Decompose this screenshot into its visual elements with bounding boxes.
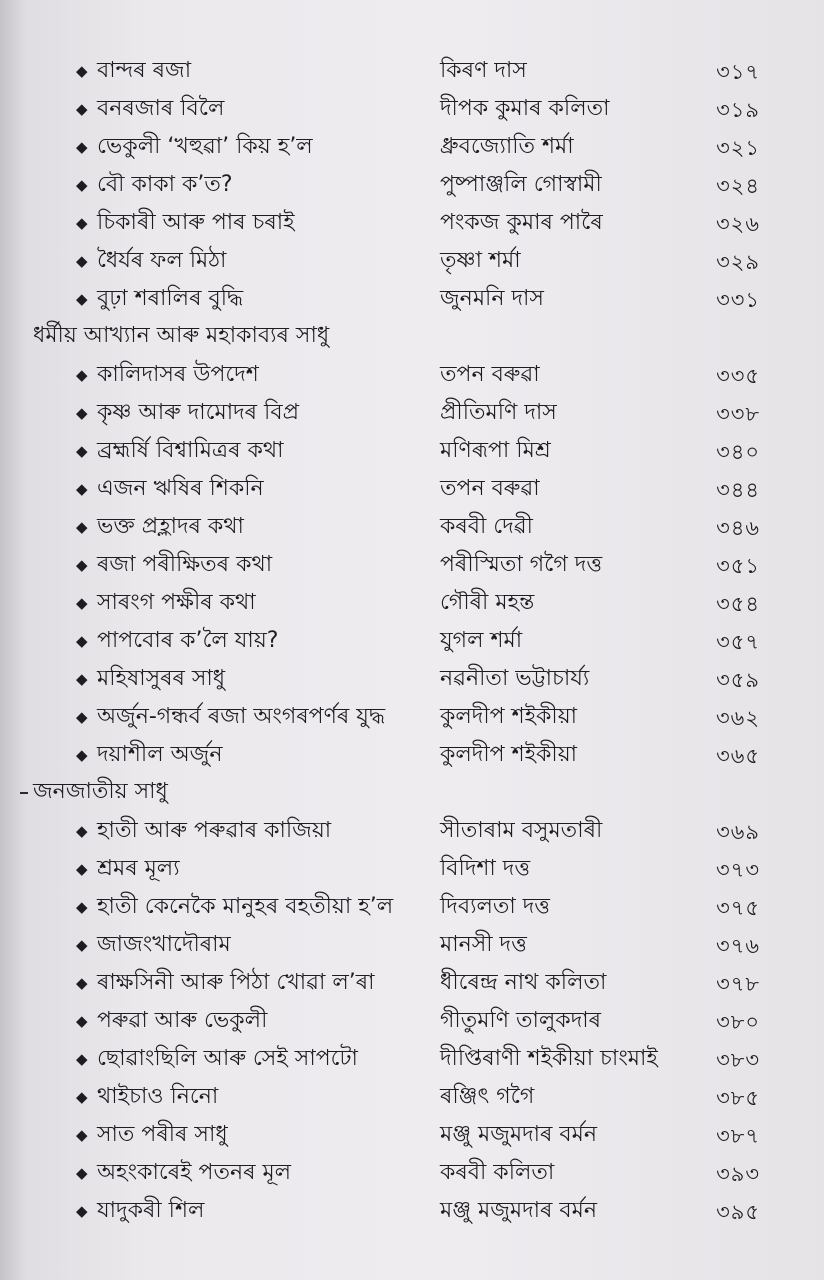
section-heading: জনজাতীয় সাধু (33, 779, 168, 804)
story-title: মহিষাসুৰৰ সাধু (97, 666, 226, 691)
page-number: ৩৭৮ (716, 972, 760, 996)
toc-entry[interactable] (0, 166, 824, 204)
toc-entry[interactable] (0, 926, 824, 964)
story-title: যাদুকৰী শিল (97, 1198, 205, 1223)
diamond-bullet-icon: ◆ (76, 670, 88, 688)
story-title: জাজংখাদৌৰাম (97, 932, 231, 957)
story-title: ভেকুলী ‘খহুৱা’ কিয় হ’ল (97, 134, 313, 159)
diamond-bullet-icon: ◆ (76, 404, 88, 422)
story-author: মণিৰূপা মিশ্ৰ (440, 438, 551, 463)
story-author: গৌৰী মহন্ত (440, 590, 535, 615)
story-title: বৌ কাকা ক’ত? (97, 172, 233, 197)
story-title: হাতী কেনেকৈ মানুহৰ বহতীয়া হ’ল (97, 894, 394, 919)
table-of-contents (0, 52, 824, 1230)
story-title: পাপবোৰ ক’লৈ যায়? (97, 628, 279, 653)
page-number: ৩৪০ (716, 440, 760, 464)
toc-entry[interactable] (0, 736, 824, 774)
story-author: যুগল শৰ্মা (440, 628, 523, 653)
page-number: ৩৭৩ (716, 858, 760, 882)
diamond-bullet-icon: ◆ (76, 518, 88, 536)
story-title: বুঢ়া শৰালিৰ বুদ্ধি (97, 286, 244, 311)
story-title: বনৰজাৰ বিলৈ (97, 96, 225, 121)
story-title: ৰজা পৰীক্ষিতৰ কথা (97, 552, 273, 577)
page-number: ৩৫৯ (716, 668, 760, 692)
diamond-bullet-icon: ◆ (76, 480, 88, 498)
diamond-bullet-icon: ◆ (76, 100, 88, 118)
toc-entry[interactable] (0, 698, 824, 736)
diamond-bullet-icon: ◆ (76, 442, 88, 460)
story-author: মানসী দত্ত (440, 932, 527, 957)
toc-entry[interactable] (0, 1002, 824, 1040)
diamond-bullet-icon: ◆ (76, 632, 88, 650)
toc-entry[interactable] (0, 470, 824, 508)
toc-entry[interactable] (0, 242, 824, 280)
toc-entry[interactable] (0, 1040, 824, 1078)
page-number: ৩৮৭ (716, 1124, 760, 1148)
toc-entry[interactable] (0, 1078, 824, 1116)
diamond-bullet-icon: ◆ (76, 1088, 88, 1106)
story-author: জুনমনি দাস (440, 286, 544, 311)
story-title: অৰ্জুন-গন্ধৰ্ব ৰজা অংগৰপৰ্ণৰ যুদ্ধ (97, 704, 386, 729)
story-author: মঞ্জু মজুমদাৰ বৰ্মন (440, 1198, 598, 1223)
toc-entry[interactable] (0, 90, 824, 128)
diamond-bullet-icon: ◆ (76, 1164, 88, 1182)
diamond-bullet-icon: ◆ (76, 822, 88, 840)
story-title: শ্ৰমৰ মূল্য (97, 856, 180, 881)
toc-entry[interactable] (0, 1192, 824, 1230)
page-number: ৩১৯ (716, 98, 760, 122)
page-number: ৩৪৪ (716, 478, 760, 502)
story-title: ধৈৰ্যৰ ফল মিঠা (97, 248, 227, 273)
toc-entry[interactable] (0, 128, 824, 166)
page-number: ৩৯৩ (716, 1162, 760, 1186)
page-number: ৩৬৫ (716, 744, 760, 768)
diamond-bullet-icon: ◆ (76, 1050, 88, 1068)
page-number: ৩৭৫ (716, 896, 760, 920)
diamond-bullet-icon: ◆ (76, 1126, 88, 1144)
story-author: কুলদীপ শইকীয়া (440, 742, 578, 767)
section-heading-row (0, 318, 824, 356)
story-author: দিব্যলতা দত্ত (440, 894, 551, 919)
page-number: ৩৫৪ (716, 592, 760, 616)
diamond-bullet-icon: ◆ (76, 62, 88, 80)
story-author: ধ্রুবজ্যোতি শৰ্মা (440, 134, 574, 159)
toc-entry[interactable] (0, 1154, 824, 1192)
diamond-bullet-icon: ◆ (76, 366, 88, 384)
story-author: তপন বৰুৱা (440, 476, 540, 501)
toc-entry[interactable] (0, 508, 824, 546)
diamond-bullet-icon: ◆ (76, 290, 88, 308)
story-title: অহংকাৰেই পতনৰ মূল (97, 1160, 292, 1185)
toc-entry[interactable] (0, 280, 824, 318)
story-author: দীপক কুমাৰ কলিতা (440, 96, 610, 121)
story-title: ৰাক্ষসিনী আৰু পিঠা খোৱা ল’ৰা (97, 970, 375, 995)
story-author: কুলদীপ শইকীয়া (440, 704, 578, 729)
toc-entry[interactable] (0, 888, 824, 926)
section-heading-row (0, 774, 824, 812)
diamond-bullet-icon: ◆ (76, 1202, 88, 1220)
story-title: পৰুৱা আৰু ভেকুলী (97, 1008, 268, 1033)
diamond-bullet-icon: ◆ (76, 1012, 88, 1030)
story-title: থাইচাও নিনো (97, 1084, 219, 1109)
toc-entry[interactable] (0, 1116, 824, 1154)
section-heading: ধৰ্মীয় আখ্যান আৰু মহাকাব্যৰ সাধু (33, 323, 330, 348)
page-number: ৩৬২ (716, 706, 760, 730)
story-title: দয়াশীল অৰ্জুন (97, 742, 223, 767)
diamond-bullet-icon: ◆ (76, 898, 88, 916)
story-title: চিকাৰী আৰু পাৰ চৰাই (97, 210, 295, 235)
story-author: প্ৰীতিমণি দাস (440, 400, 557, 425)
story-author: সীতাৰাম বসুমতাৰী (440, 818, 603, 843)
page-number: ৩৮৩ (716, 1048, 760, 1072)
toc-entry[interactable] (0, 546, 824, 584)
story-author: কৰবী দেৱী (440, 514, 533, 539)
story-author: গীতুমণি তালুকদাৰ (440, 1008, 602, 1033)
story-title: ব্ৰহ্মৰ্ষি বিশ্বামিত্ৰৰ কথা (97, 438, 284, 463)
toc-entry[interactable] (0, 660, 824, 698)
section-mark (20, 792, 28, 794)
story-title: ভক্ত প্ৰহ্লাদৰ কথা (97, 514, 244, 539)
diamond-bullet-icon: ◆ (76, 176, 88, 194)
diamond-bullet-icon: ◆ (76, 936, 88, 954)
page-number: ৩২৯ (716, 250, 760, 274)
page-number: ৩৬৯ (716, 820, 760, 844)
diamond-bullet-icon: ◆ (76, 746, 88, 764)
diamond-bullet-icon: ◆ (76, 138, 88, 156)
story-title: কালিদাসৰ উপদেশ (97, 362, 259, 387)
page-number: ৩৫১ (716, 554, 760, 578)
diamond-bullet-icon: ◆ (76, 974, 88, 992)
toc-entry[interactable] (0, 52, 824, 90)
story-title: বান্দৰ ৰজা (97, 58, 192, 83)
story-title: ছোৱাংছিলি আৰু সেই সাপটো (97, 1046, 358, 1071)
toc-entry[interactable] (0, 622, 824, 660)
story-author: ধীৰেন্দ্ৰ নাথ কলিতা (440, 970, 607, 995)
story-author: কিৰণ দাস (440, 58, 527, 83)
story-title: কৃষ্ণ আৰু দামোদৰ বিপ্ৰ (97, 400, 299, 425)
diamond-bullet-icon: ◆ (76, 252, 88, 270)
story-author: ৰঞ্জিৎ গগৈ (440, 1084, 535, 1109)
page-number: ৩৪৬ (716, 516, 760, 540)
story-author: তপন বৰুৱা (440, 362, 540, 387)
story-author: পংকজ কুমাৰ পাৰৈ (440, 210, 603, 235)
page-number: ৩১৭ (716, 60, 760, 84)
toc-entry[interactable] (0, 204, 824, 242)
page-number: ৩৮৫ (716, 1086, 760, 1110)
story-author: কৰবী কলিতা (440, 1160, 555, 1185)
toc-entry[interactable] (0, 850, 824, 888)
story-author: মঞ্জু মজুমদাৰ বৰ্মন (440, 1122, 598, 1147)
toc-entry[interactable] (0, 812, 824, 850)
page-number: ৩২৬ (716, 212, 760, 236)
page-number: ৩৮০ (716, 1010, 760, 1034)
story-title: হাতী আৰু পৰুৱাৰ কাজিয়া (97, 818, 332, 843)
diamond-bullet-icon: ◆ (76, 708, 88, 726)
toc-entry[interactable] (0, 394, 824, 432)
story-author: নৱনীতা ভট্টাচাৰ্য্য (440, 666, 590, 691)
diamond-bullet-icon: ◆ (76, 214, 88, 232)
page-number: ৩৩৫ (716, 364, 760, 388)
page-number: ৩২১ (716, 136, 760, 160)
toc-entry[interactable] (0, 964, 824, 1002)
story-author: বিদিশা দত্ত (440, 856, 531, 881)
story-author: পৰীস্মিতা গগৈ দত্ত (440, 552, 603, 577)
page-number: ৩৭৬ (716, 934, 760, 958)
toc-entry[interactable] (0, 584, 824, 622)
toc-entry[interactable] (0, 432, 824, 470)
story-title: সাত পৰীৰ সাধু (97, 1122, 228, 1147)
diamond-bullet-icon: ◆ (76, 594, 88, 612)
page-number: ৩৯৫ (716, 1200, 760, 1224)
diamond-bullet-icon: ◆ (76, 556, 88, 574)
story-author: দীপ্তিৰাণী শইকীয়া চাংমাই (440, 1046, 658, 1071)
story-title: সাৰংগ পক্ষীৰ কথা (97, 590, 256, 615)
diamond-bullet-icon: ◆ (76, 860, 88, 878)
page-number: ৩৫৭ (716, 630, 760, 654)
story-author: তৃষ্ণা শৰ্মা (440, 248, 521, 273)
page-number: ৩৩১ (716, 288, 760, 312)
page-number: ৩৩৮ (716, 402, 760, 426)
page-number: ৩২৪ (716, 174, 760, 198)
story-author: পুষ্পাঞ্জলি গোস্বামী (440, 172, 602, 197)
toc-entry[interactable] (0, 356, 824, 394)
story-title: এজন ঋষিৰ শিকনি (97, 476, 264, 501)
